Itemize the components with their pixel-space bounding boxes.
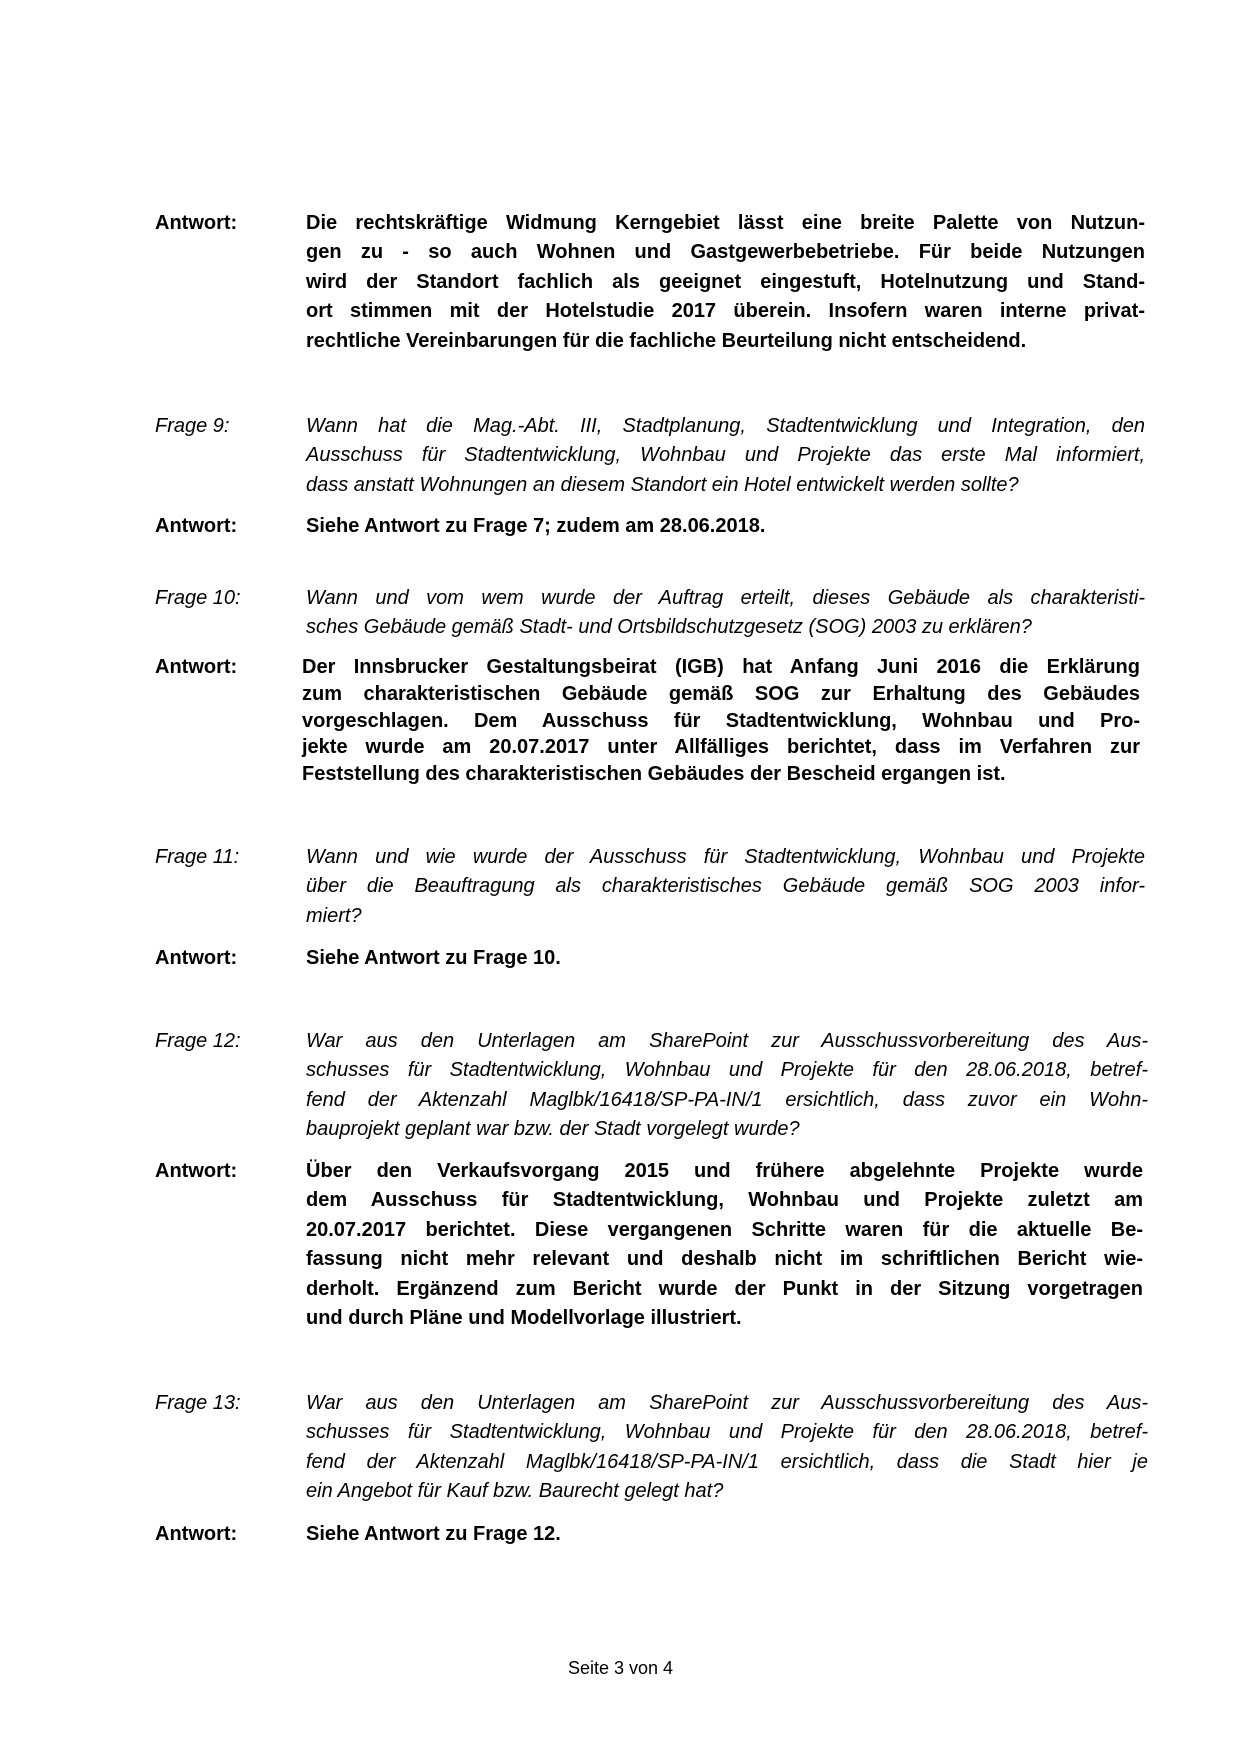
question-text-line: schusses für Stadtentwicklung, Wohnbau und Projekte für den 28.06.2018, betref- [306,1059,1148,1082]
question-label: Frage 9: [155,415,230,437]
answer-label: Antwort: [155,515,238,537]
question-label: Frage 10: [155,587,241,609]
answer-label: Antwort: [155,1523,238,1545]
question-text-line: fend der Aktenzahl Maglbk/16418/SP-PA-IN/1 ersichtlich, dass zuvor ein Wohn- [306,1088,1148,1111]
answer-text-line: Die rechtskräftige Widmung Kerngebiet lässt eine breite Palette von Nutzun- [306,212,1145,234]
question-text-line: Wann und vom wem wurde der Auftrag erteilt, dieses Gebäude als charakteristi- [306,587,1145,609]
answer-text-line: Siehe Antwort zu Frage 10. [306,947,561,969]
question-text-line: schusses für Stadtentwicklung, Wohnbau und Projekte für den 28.06.2018, betref- [306,1421,1148,1444]
answer-text-line: vorgeschlagen. Dem Ausschuss für Stadtentwicklung, Wohnbau und Pro- [302,709,1140,732]
answer-text-line: derholt. Ergänzend zum Bericht wurde der Punkt in der Sitzung vorgetragen [306,1277,1143,1300]
question-text-line: Ausschuss für Stadtentwicklung, Wohnbau und Projekte das erste Mal informiert, [306,444,1145,467]
question-text-line: War aus den Unterlagen am SharePoint zur Ausschussvorbereitung des Aus- [306,1030,1148,1052]
answer-text-line: Feststellung des charakteristischen Gebäudes der Bescheid ergangen ist. [302,763,1006,786]
question-text-line: fend der Aktenzahl Maglbk/16418/SP-PA-IN/1 ersichtlich, dass die Stadt hier je [306,1450,1148,1473]
answer-text-line: rechtliche Vereinbarungen für die fachliche Beurteilung nicht entscheidend. [306,329,1027,352]
question-label: Frage 12: [155,1030,241,1052]
answer-text-line: Siehe Antwort zu Frage 12. [306,1523,561,1545]
answer-text-line: fassung nicht mehr relevant und deshalb nicht im schriftlichen Bericht wie- [306,1248,1143,1271]
answer-text-line: gen zu - so auch Wohnen und Gastgewerbebetriebe. Für beide Nutzungen [306,241,1145,264]
answer-text-line: dem Ausschuss für Stadtentwicklung, Wohnbau und Projekte zuletzt am [306,1189,1143,1212]
question-text-line: dass anstatt Wohnungen an diesem Standort ein Hotel entwickelt werden sollte? [306,473,1019,496]
question-text-line: über die Beauftragung als charakteristisches Gebäude gemäß SOG 2003 infor- [306,875,1145,898]
question-label: Frage 11: [155,846,240,868]
page-number: Seite 3 von 4 [567,1658,674,1678]
answer-text-line: und durch Pläne und Modellvorlage illustriert. [306,1307,742,1329]
answer-label: Antwort: [155,212,238,234]
answer-text-line: 20.07.2017 berichtet. Diese vergangenen Schritte waren für die aktuelle Be- [306,1218,1143,1241]
answer-label: Antwort: [155,656,238,678]
question-text-line: miert? [306,904,362,927]
question-text-line: Wann hat die Mag.-Abt. III, Stadtplanung, Stadtentwicklung und Integration, den [306,415,1145,437]
answer-text-line: wird der Standort fachlich als geeignet eingestuft, Hotelnutzung und Stand- [306,270,1145,293]
question-text-line: bauprojekt geplant war bzw. der Stadt vorgelegt wurde? [306,1118,800,1141]
answer-text-line: zum charakteristischen Gebäude gemäß SOG zur Erhaltung des Gebäudes [302,682,1140,705]
question-label: Frage 13: [155,1392,241,1414]
question-text-line: Wann und wie wurde der Ausschuss für Stadtentwicklung, Wohnbau und Projekte [306,846,1145,868]
question-text-line: sches Gebäude gemäß Stadt- und Ortsbildschutzgesetz (SOG) 2003 zu erklären? [306,616,1032,639]
answer-text-line: Der Innsbrucker Gestaltungsbeirat (IGB) hat Anfang Juni 2016 die Erklärung [302,656,1140,678]
answer-text-line: Siehe Antwort zu Frage 7; zudem am 28.06.2018. [306,515,766,537]
answer-text-line: jekte wurde am 20.07.2017 unter Allfälliges berichtet, dass im Verfahren zur [302,736,1140,759]
answer-label: Antwort: [155,1160,238,1182]
question-text-line: War aus den Unterlagen am SharePoint zur Ausschussvorbereitung des Aus- [306,1392,1148,1414]
answer-label: Antwort: [155,947,238,969]
question-text-line: ein Angebot für Kauf bzw. Baurecht gelegt hat? [306,1480,724,1503]
answer-text-line: Über den Verkaufsvorgang 2015 und frühere abgelehnte Projekte wurde [306,1160,1143,1182]
answer-text-line: ort stimmen mit der Hotelstudie 2017 überein. Insofern waren interne privat- [306,300,1145,323]
